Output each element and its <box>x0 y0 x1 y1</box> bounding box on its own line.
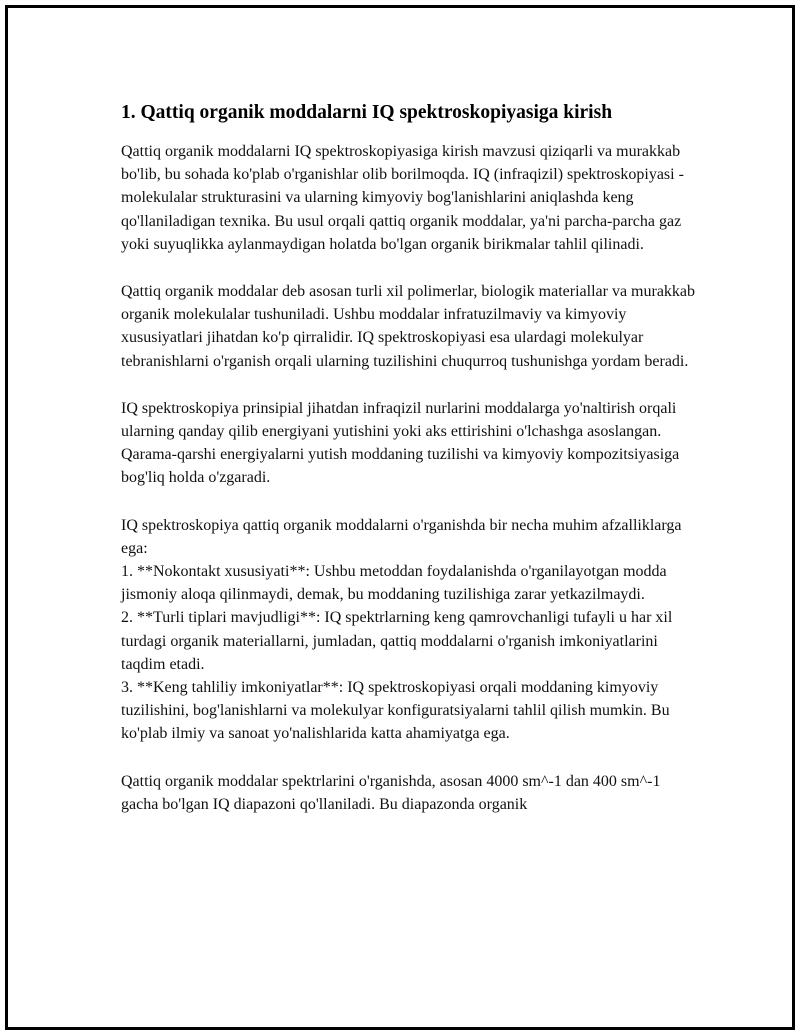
paragraph-intro: Qattiq organik moddalarni IQ spektroskopiyasiga kirish mavzusi qiziqarli va murakkab bo'lib, bu sohada ko'plab o'rganishlar olib borilmoqda. IQ (infraqizil) spektroskopiyasi - molekulalar strukturasini va ularning kimyoviy bog'lanishlarini aniqlashda keng qo'llaniladigan texnika. Bu usul orqali qattiq organik moddalar, ya'ni parcha-parcha gaz yoki suyuqlikka aylanmaydigan holatda bo'lgan organik birikmalar tahlil qilinadi. <box>121 143 684 253</box>
list-item: 3. **Keng tahliliy imkoniyatlar**: IQ spektroskopiyasi orqali moddaning kimyoviy tuzilishini, bog'lanishlarni va molekulyar konfiguratsiyalarni tahlil qilish mumkin. Bu ko'plab ilmiy va sanoat yo'nalishlarida katta ahamiyatga ega. <box>121 679 670 743</box>
page-frame <box>5 5 795 1030</box>
list-intro: IQ spektroskopiya qattiq organik moddalarni o'rganishda bir necha muhim afzalliklarga ega: <box>121 516 682 557</box>
list-item: 2. **Turli tiplari mavjudligi**: IQ spektrlarning keng qamrovchanligi tufayli u har xil turdagi organik materiallarni, jumladan, qattiq moddalarni o'rganish imkoniyatlarini taqdim etadi. <box>121 609 673 673</box>
advantages-list <box>121 514 701 746</box>
document-body <box>121 100 701 840</box>
list-item: 1. **Nokontakt xususiyati**: Ushbu metoddan foydalanishda o'rganilayotgan modda jismoniy aloqa qilinmaydi, demak, bu moddaning tuzilishiga zarar yetkazilmaydi. <box>121 563 667 604</box>
section-heading: 1. Qattiq organik moddalarni IQ spektroskopiyasiga kirish <box>121 102 613 123</box>
paragraph-principle: IQ spektroskopiya prinsipial jihatdan infraqizil nurlarini moddalarga yo'naltirish orqali ularning qanday qilib energiyani yutishini yoki aks ettirishini o'lchashga asoslangan. Qarama-qarshi energiyalarni yutish moddaning tuzilishi va kimyoviy kompozitsiyasiga bog'liq holda o'zgaradi. <box>121 399 680 487</box>
paragraph-materials: Qattiq organik moddalar deb asosan turli xil polimerlar, biologik materiallar va murakkab organik molekulalar tushuniladi. Ushbu moddalar infratuzilmaviy va kimyoviy xususiyatlari jihatdan ko'p qirralidir. IQ spektroskopiyasi esa ulardagi molekulyar tebranishlarni o'rganish orqali ularning tuzilishini chuqurroq tushunishga yordam beradi. <box>121 283 696 370</box>
paragraph-range: Qattiq organik moddalar spektrlarini o'rganishda, asosan 4000 sm^-1 dan 400 sm^-1 gacha bo'lgan IQ diapazoni qo'llaniladi. Bu diapazonda organik <box>121 772 661 813</box>
